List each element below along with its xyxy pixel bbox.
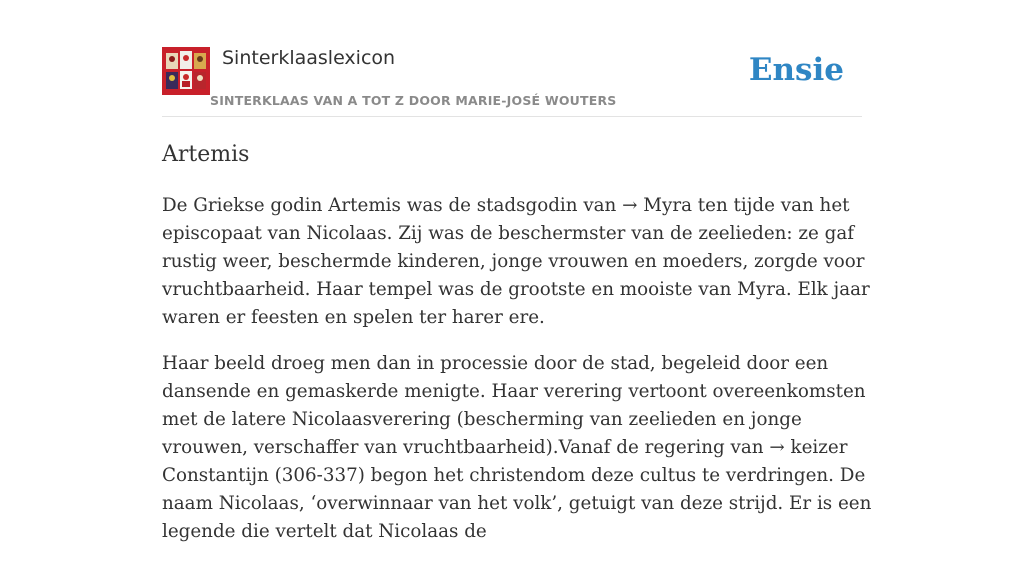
paragraph-text: ten tijde van het episcopaat van Nicolaas. Zij was de beschermster van de zeelieden: ze gaf rustig weer, beschermde kinderen, jonge vrouwen en moeders, zorgde voor vruchtbaarheid. Haar tempel was de grootste en mooiste van Myra. Elk jaar waren er feesten en spelen ter harer ere. bbox=[162, 195, 870, 328]
site-name[interactable]: Sinterklaaslexicon bbox=[222, 47, 396, 69]
link-myra[interactable]: Myra bbox=[643, 195, 692, 216]
site-header bbox=[162, 46, 862, 117]
paragraph-text: Haar beeld droeg men dan in processie door de stad, begeleid door een dansende en gemaskerde menigte. Haar verering vertoont overeenkomsten met de latere Nicolaasverering (bescherming van zeelieden en jonge vrouwen, verschaffer van vruchtbaarheid).Vanaf de regering van bbox=[162, 353, 866, 458]
ensie-logo-link[interactable]: Ensie bbox=[748, 52, 844, 88]
avatar-image bbox=[162, 47, 210, 95]
paragraph-text: (306-337) begon het christendom deze cultus te verdringen. De naam Nicolaas, ‘overwinnaar van het volk’, getuigt van deze strijd. Er is een legende die vertelt dat Nicolaas de bbox=[162, 465, 872, 542]
article-paragraph bbox=[162, 192, 872, 332]
site-avatar[interactable] bbox=[162, 47, 210, 95]
site-tagline: SINTERKLAAS VAN A TOT Z DOOR MARIE-JOSÉ WOUTERS bbox=[210, 93, 617, 108]
link-keizer-constantijn[interactable]: keizer Constantijn bbox=[162, 437, 848, 486]
cross-reference-arrow-icon: → bbox=[622, 195, 638, 216]
cross-reference-arrow-icon: → bbox=[769, 437, 785, 458]
paragraph-text: De Griekse godin Artemis was de stadsgodin van bbox=[162, 195, 623, 216]
article-body bbox=[162, 192, 872, 564]
article-title: Artemis bbox=[162, 142, 250, 167]
article-paragraph bbox=[162, 350, 872, 546]
